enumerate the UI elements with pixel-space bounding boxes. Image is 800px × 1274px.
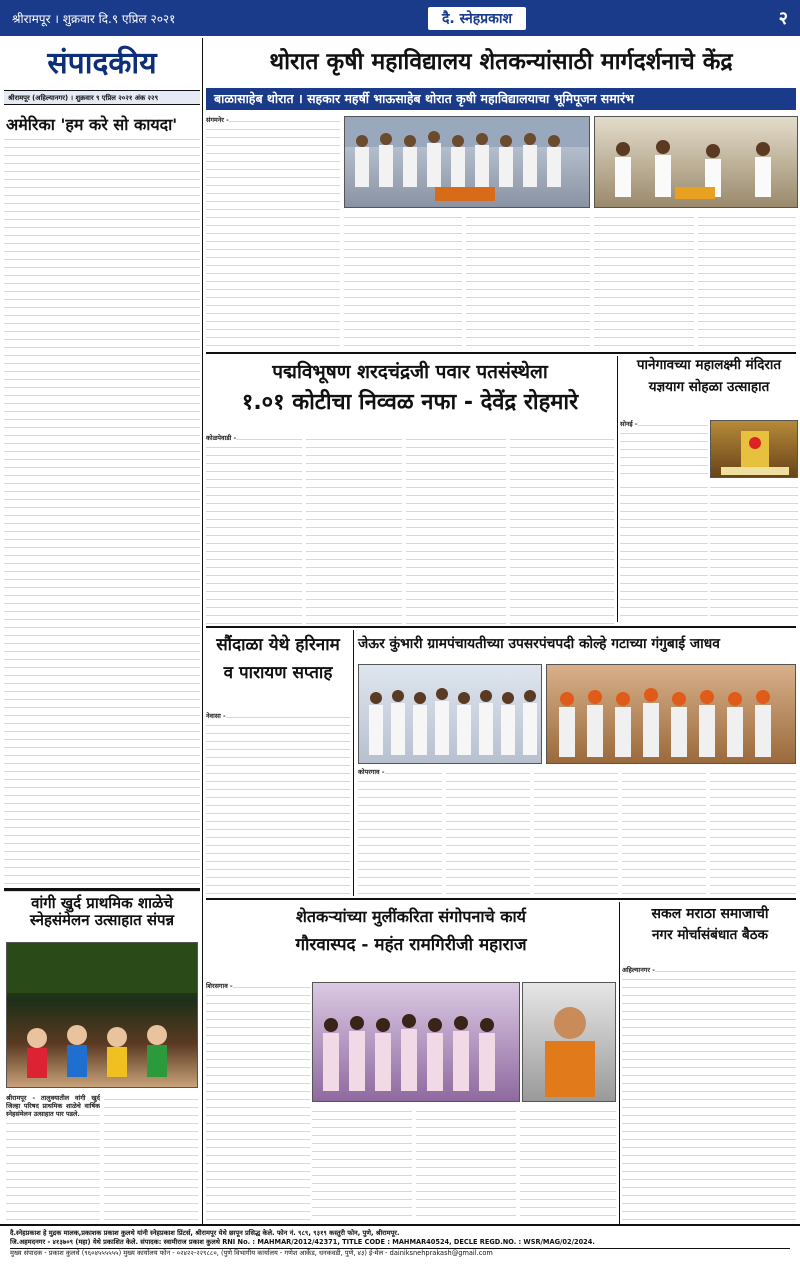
mid-rule: [206, 626, 796, 628]
school-dateline: श्रीरामपूर - तालुक्यातील वांगी खुर्द जिल्हा परिषद प्राथमिक शाळेचे वार्षिक स्नेहसंमेलन उत्साहात पार पडले.: [6, 1094, 100, 1118]
maharaj-photo: [522, 982, 616, 1102]
jeur-group-photo-1: [358, 664, 542, 764]
jeur-body-col4: [622, 768, 706, 896]
school-story-header: [4, 888, 200, 928]
jeur-body-col5: [710, 768, 796, 896]
maratha-headline-box: [622, 902, 798, 962]
temple-illustration: [711, 421, 798, 478]
patsanstha-body-col4: [510, 434, 614, 624]
imprint-line-3: मुख्य संपादक - प्रकाश कुलथे (९६०४५५५५५५) मुख्य कार्यालय फोन - ०२४२२-२२९८८०, (पुणे विभागीय कार्यालय - गणेश आर्केड, धनकवडी, पुणे, ४३) ई-मेल - dainiksnehprakash@gmail.com: [10, 1248, 790, 1258]
patsanstha-body-col1: [206, 434, 302, 624]
patsanstha-headline-line1: पद्मविभूषण शरदचंद्रजी पवार पतसंस्थेला: [272, 361, 548, 383]
maratha-divider: [619, 902, 620, 1224]
editorial-body: [4, 134, 200, 896]
patsanstha-headline-box: [206, 358, 614, 430]
lead-headline-box: [206, 40, 796, 84]
jeur-group-illustration-1: [359, 665, 542, 764]
jeur-group-photo-2: [546, 664, 796, 764]
page-number: २: [778, 8, 788, 29]
editorial-title: अमेरिका 'हम करे सो कायदा': [4, 111, 200, 141]
lead-body-col2: [344, 212, 462, 348]
masthead-paper-name: दै. स्नेहप्रकाश: [428, 7, 526, 30]
lead-body-col4: [594, 212, 694, 348]
girls-body-col3: [416, 1106, 516, 1222]
lower-rule: [206, 898, 796, 900]
harinam-headline-line1: सौंदाळा येथे हरिनाम: [216, 635, 340, 655]
school-event-illustration: [7, 943, 198, 1088]
lead-subhead: बाळासाहेब थोरात । सहकार महर्षी भाऊसाहेब थोरात कृषी महाविद्यालयाचा भूमिपूजन समारंभ: [206, 88, 796, 110]
girls-body-col2: [312, 1106, 412, 1222]
pooja-illustration: [595, 117, 798, 208]
girls-group-illustration: [313, 983, 520, 1102]
school-event-photo: [6, 942, 198, 1088]
harinam-body: [206, 712, 350, 894]
maratha-headline-line1: सकल मराठा समाजाची: [651, 906, 769, 922]
girls-body-col1: [206, 982, 310, 1222]
maratha-dateline: अहिल्यानगर -: [622, 966, 655, 974]
masthead-bar: [0, 0, 800, 36]
temple-divider: [617, 356, 618, 622]
jeur-headline-box: [358, 630, 796, 660]
bhoomipujan-photo: [344, 116, 590, 208]
girls-dateline: शिरसगाव -: [206, 982, 233, 990]
patsanstha-headline-line2: १.०१ कोटीचा निव्वळ नफा - देवेंद्र रोहमारे: [241, 389, 579, 415]
jeur-dateline: कोपरगाव -: [358, 768, 385, 776]
imprint-line-1: दै.स्नेहप्रकाश हे मुद्रक मालक,प्रकाशक प्रकाश कुलथे यांनी स्नेहप्रकाश प्रिंटर्स, श्रीरामपूर येथे छापून प्रसिद्ध केले. फोन नं. ९८९, ९३१९ कस्तुरी फोन, पुणे, श्रीरामपूर.: [10, 1229, 400, 1237]
lead-headline: थोरात कृषी महाविद्यालय शेतकन्यांसाठी मार्गदर्शनाचे केंद्र: [269, 48, 733, 75]
temple-headline-line1: पानेगावच्या महालक्ष्मी मंदिरात: [636, 357, 782, 373]
harinam-headline-box: [206, 630, 350, 706]
lead-body-col1: [206, 116, 340, 348]
imprint-line-2: जि.अहमदनगर - ४१३७०९ (महा) येथे प्रकाशित केले. संपादक: स्वामीराज प्रकाश कुलथे RNI No. : MAHMAR/2012/42371, TITLE CODE : MAHMAR40524, DECLE REGD.NO. : WSR/MAG/02/2024.: [10, 1238, 595, 1246]
school-body-left: [6, 1094, 100, 1220]
editorial-section-title: संपादकीय: [47, 46, 157, 81]
maratha-headline-line2: नगर मोर्चासंबंधात बैठक: [652, 927, 768, 944]
girls-group-photo: [312, 982, 520, 1102]
harinam-dateline: नेवासा -: [206, 712, 226, 720]
bhoomipujan-illustration: [345, 117, 590, 208]
maharaj-illustration: [523, 983, 616, 1102]
lead-bottom-rule: [206, 352, 796, 354]
girls-headline-line1: शेतकऱ्यांच्या मुलींकरिता संगोपनाचे कार्य: [296, 907, 526, 926]
harinam-headline-line2: व पारायण सप्ताह: [223, 662, 333, 683]
patsanstha-body-col2: [306, 434, 402, 624]
patsanstha-dateline: कोळपेवाडी -: [206, 434, 237, 442]
school-body-right: [104, 1094, 198, 1220]
temple-body-col2: [710, 482, 798, 622]
girls-headline-box: [206, 902, 616, 976]
maratha-body: [622, 966, 796, 1222]
editorial-dateline: श्रीरामपूर (अहिल्यानगर) । शुक्रवार ९ एप्रिल २०२१ अंक २२९: [4, 90, 200, 105]
pooja-photo: [594, 116, 798, 208]
jeur-body-col2: [446, 768, 530, 896]
patsanstha-body-col3: [406, 434, 506, 624]
sidebar-divider: [202, 38, 203, 1224]
jeur-body-col1: [358, 768, 442, 896]
masthead-date: श्रीरामपूर । शुक्रवार दि.९ एप्रिल २०२१: [12, 11, 176, 26]
jeur-group-illustration-2: [547, 665, 796, 764]
temple-body-top: [620, 420, 708, 478]
temple-dateline: सोनई -: [620, 420, 638, 428]
jeur-body-col3: [534, 768, 618, 896]
lead-body-col5: [698, 212, 796, 348]
lead-body-col3: [466, 212, 590, 348]
harinam-divider: [353, 630, 354, 896]
temple-headline-box: [620, 358, 798, 414]
girls-headline-line2: गौरवास्पद - महंत रामगिरीजी महाराज: [295, 935, 527, 956]
girls-body-col4: [520, 1106, 616, 1222]
lead-dateline: संगमनेर -: [206, 116, 229, 124]
temple-headline-line2: यज्ञयाग सोहळा उत्साहात: [648, 378, 770, 395]
school-headline: वांगी खुर्द प्राथमिक शाळेचे स्नेहसंमेलन उत्साहात संपन्न: [29, 894, 175, 930]
jeur-headline: जेऊर कुंभारी ग्रामपंचायतीच्या उपसरपंचपदी कोल्हे गटाच्या गंगुबाई जाधव: [358, 636, 720, 653]
temple-body-col1: [620, 482, 708, 622]
temple-photo: [710, 420, 798, 478]
imprint-footer: [0, 1224, 800, 1274]
